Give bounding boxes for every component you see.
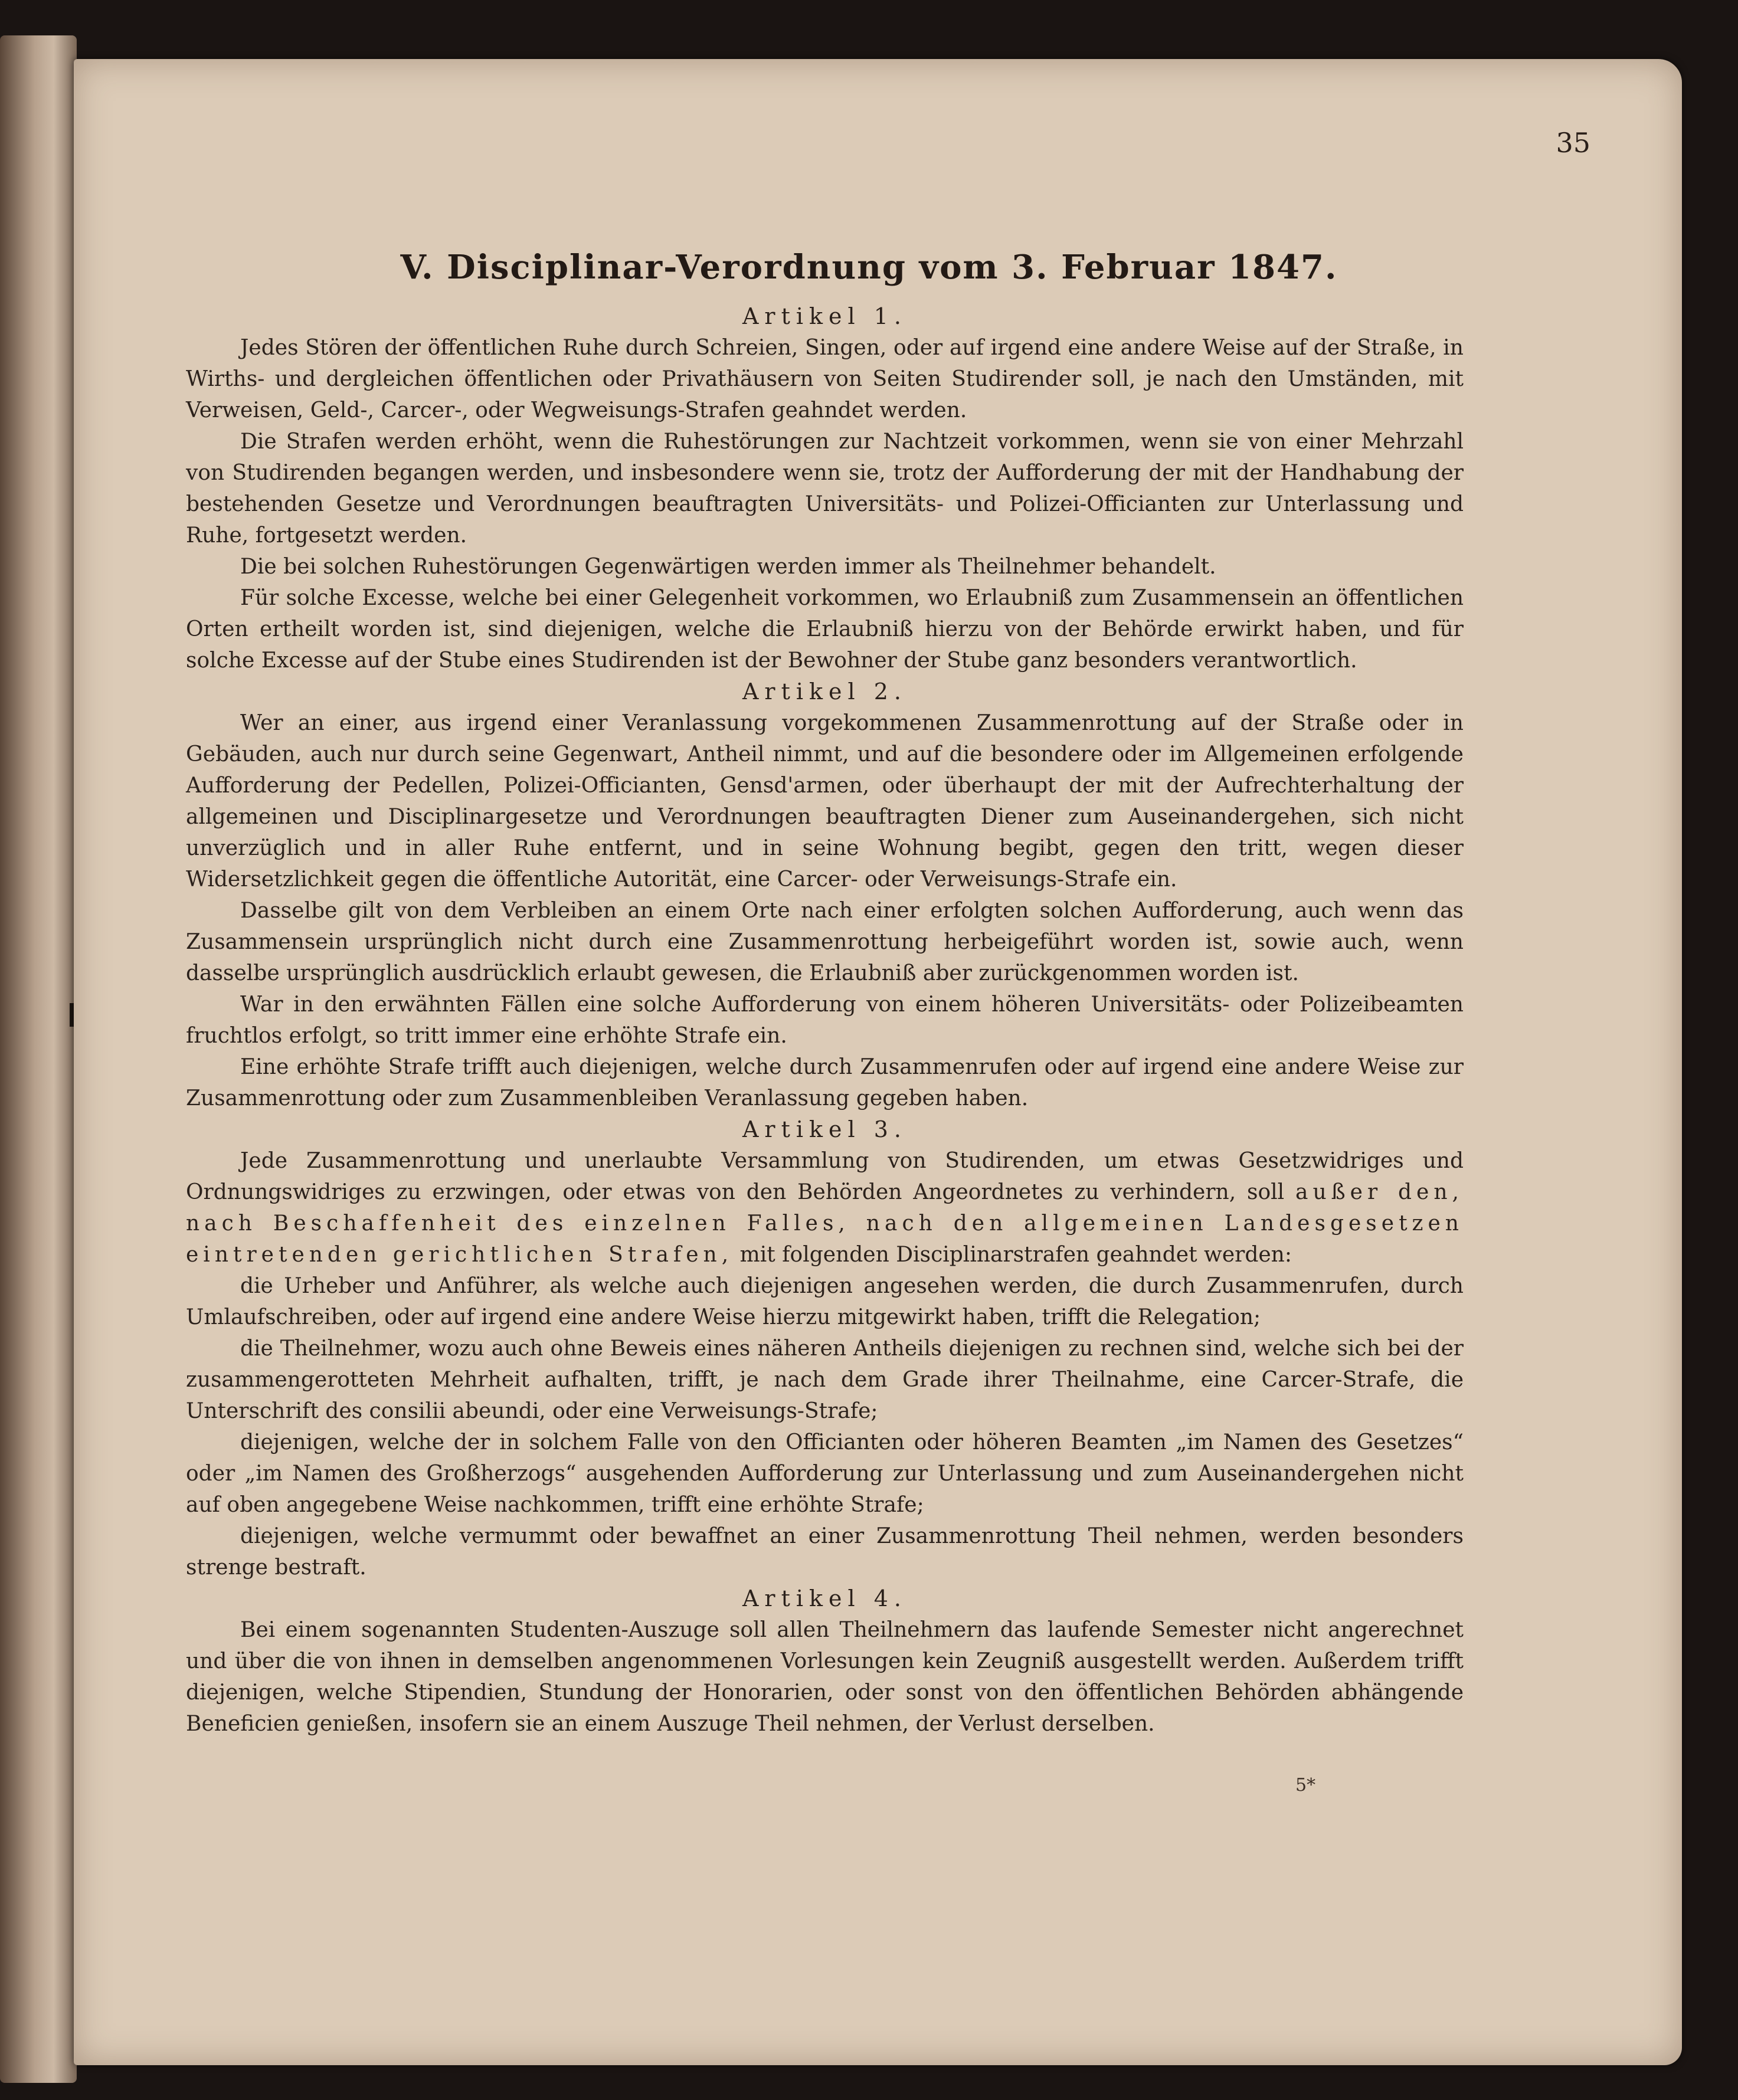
article-intro [186, 1145, 1464, 1270]
article-paragraph: Jedes Stören der öffentlichen Ruhe durch Schreien, Singen, oder auf irgend eine andere Weise auf der Straße, in Wirths- und dergleichen öffentlichen oder Privathäusern von Seiten Studirender soll, je nach den Umständen, mit Verweisen, Geld-, Carcer-, oder Wegweisungs-Strafen geahndet werden. [186, 336, 1464, 422]
article-4 [186, 1583, 1464, 1739]
article-paragraph: Die Strafen werden erhöht, wenn die Ruhestörungen zur Nachtzeit vorkommen, wenn sie von einer Mehrzahl von Studirenden begangen werden, und insbesondere wenn sie, trotz der Aufforderung der mit der Handhabung der bestehenden Gesetze und Verordnungen beauftragten Universitäts- und Polizei-Officianten zur Unterlassung und Ruhe, fortgesetzt werden. [186, 430, 1464, 548]
article-heading: Artikel 4. [742, 1585, 908, 1611]
article-intro-spaced-text: außer den, nach Beschaffenheit des einzelnen Falles, nach den allgemeinen Landesgesetzen eintretenden gerichtlichen Strafen, [186, 1180, 1464, 1267]
article-paragraph: Dasselbe gilt von dem Verbleiben an einem Orte nach einer erfolgten solchen Aufforderung, auch wenn das Zusammensein ursprünglich nicht durch eine Zusammenrottung herbeigeführt worden ist, sowie auch, wenn dasselbe ursprünglich ausdrücklich erlaubt gewesen, die Erlaubniß aber zurückgenommen worden ist. [186, 899, 1464, 985]
article-3 [186, 1114, 1464, 1583]
page-title: V. Disciplinar-Verordnung vom 3. Februar 1847. [400, 248, 1338, 287]
article-item: die Theilnehmer, wozu auch ohne Beweis eines näheren Antheils diejenigen zu rechnen sind, welche sich bei der zusammengerotteten Mehrheit aufhalten, trifft, je nach dem Grade ihrer Theilnahme, eine Carcer-Strafe, die Unterschrift des consilii abeundi, oder eine Verweisungs-Strafe; [186, 1336, 1464, 1423]
article-paragraph: War in den erwähnten Fällen eine solche Aufforderung von einem höheren Universitäts- oder Polizeibeamten fruchtlos erfolgt, so tritt immer eine erhöhte Strafe ein. [186, 992, 1464, 1048]
article-paragraph: Die bei solchen Ruhestörungen Gegenwärtigen werden immer als Theilnehmer behandelt. [240, 555, 1216, 579]
article-intro-text: Jede Zusammenrottung und unerlaubte Versammlung von Studirenden, um etwas Gesetzwidriges und Ordnungswidriges zu erzwingen, oder etwas von den Behörden Angeordnetes zu verhindern, soll [186, 1149, 1464, 1204]
document-body [186, 301, 1464, 1739]
article-paragraph: Für solche Excesse, welche bei einer Gelegenheit vorkommen, wo Erlaubniß zum Zusammensein an öffentlichen Orten ertheilt worden ist, sind diejenigen, welche die Erlaubniß hierzu von der Behörde erwirkt haben, und für solche Excesse auf der Stube eines Studirenden ist der Bewohner der Stube ganz besonders verantwortlich. [186, 586, 1464, 673]
article-heading: Artikel 1. [742, 303, 908, 329]
article-2 [186, 676, 1464, 1114]
article-paragraph: Eine erhöhte Strafe trifft auch diejenigen, welche durch Zusammenrufen oder auf irgend eine andere Weise zur Zusammenrottung oder zum Zusammenbleiben Veranlassung gegeben haben. [186, 1055, 1464, 1110]
article-1 [186, 301, 1464, 676]
article-item: diejenigen, welche der in solchem Falle von den Officianten oder höheren Beamten „im Namen des Gesetzes“ oder „im Namen des Großherzogs“ ausgehenden Aufforderung zur Unterlassung und zum Auseinandergehen nicht auf oben angegebene Weise nachkommen, trifft eine erhöhte Strafe; [186, 1430, 1464, 1517]
article-paragraph: Wer an einer, aus irgend einer Veranlassung vorgekommenen Zusammenrottung auf der Straße oder in Gebäuden, auch nur durch seine Gegenwart, Antheil nimmt, und auf die besondere oder im Allgemeinen erfolgende Aufforderung der Pedellen, Polizei-Officianten, Gensd'armen, oder überhaupt der mit der Aufrechterhaltung der allgemeinen und Disciplinargesetze und Verordnungen beauftragten Diener zum Auseinandergehen, sich nicht unverzüglich und in aller Ruhe entfernt, und in seine Wohnung begibt, gegen den tritt, wegen dieser Widersetzlichkeit gegen die öffentliche Autorität, eine Carcer- oder Verweisungs-Strafe ein. [186, 711, 1464, 892]
page-number: 35 [1556, 127, 1590, 159]
article-item: diejenigen, welche vermummt oder bewaffnet an einer Zusammenrottung Theil nehmen, werden besonders strenge bestraft. [186, 1524, 1464, 1580]
signature-mark: 5* [1295, 1775, 1316, 1796]
article-intro-text: mit folgenden Disciplinarstrafen geahndet werden: [739, 1243, 1292, 1267]
article-heading: Artikel 2. [742, 679, 908, 705]
book-spine [0, 35, 77, 2083]
article-heading: Artikel 3. [742, 1116, 908, 1142]
article-paragraph: Bei einem sogenannten Studenten-Auszuge soll allen Theilnehmern das laufende Semester nicht angerechnet und über die von ihnen in demselben angenommenen Vorlesungen kein Zeugniß ausgestellt werden. Außerdem trifft diejenigen, welche Stipendien, Stundung der Honorarien, oder sonst von den öffentlichen Behörden abhängende Beneficien genießen, insofern sie an einem Auszuge Theil nehmen, der Verlust derselben. [186, 1618, 1464, 1736]
article-item: die Urheber und Anführer, als welche auch diejenigen angesehen werden, die durch Zusammenrufen, durch Umlaufschreiben, oder auf irgend eine andere Weise hierzu mitgewirkt haben, trifft die Relegation; [186, 1274, 1464, 1329]
